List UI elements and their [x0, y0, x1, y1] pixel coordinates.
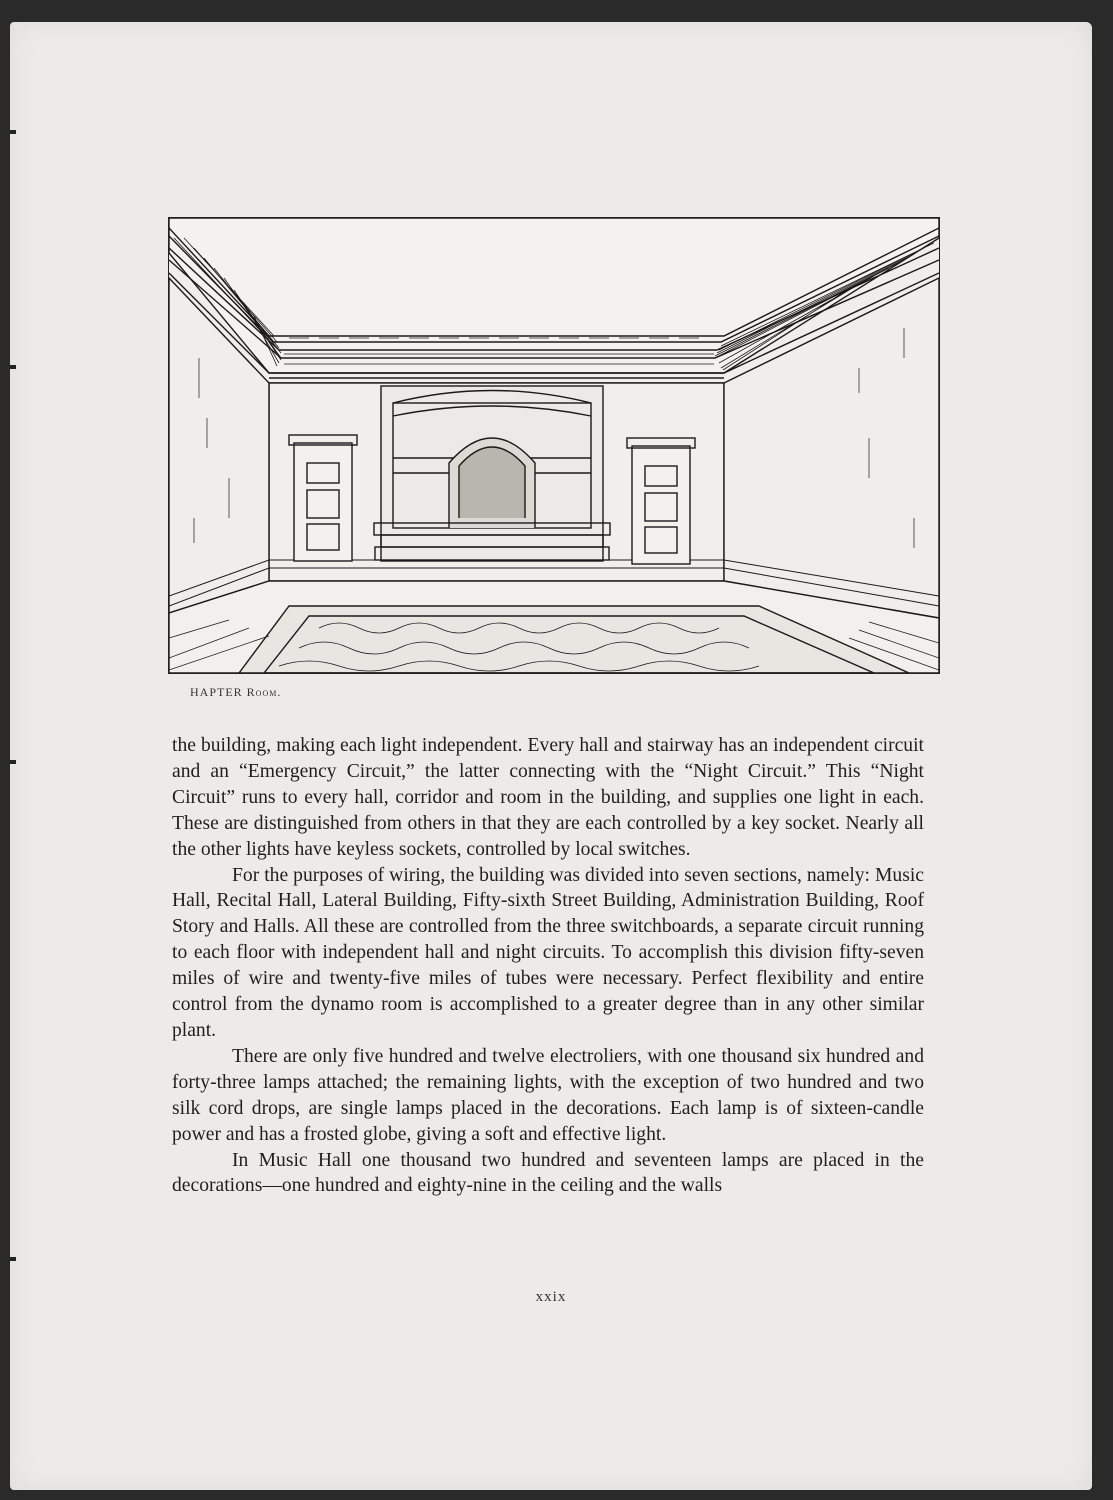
- paragraph: There are only five hundred and twelve electroliers, with one thousand six hundred and forty-three lamps attached; the remaining lights, with the exception of two hundred and two silk cord drops, are single lamps placed in the decorations. Each lamp is of sixteen-candle power and has a frosted globe, giving a soft and effective light.: [172, 1045, 924, 1145]
- page-number: xxix: [535, 1289, 567, 1305]
- binding-hole: [10, 1257, 16, 1261]
- illustration-chapter-room: [168, 217, 940, 674]
- paragraph: For the purposes of wiring, the building was divided into seven sections, namely: Music Hall, Recital Hall, Lateral Building, Fifty-sixth Street Building, Administration Building, Roof Story and Halls. All these are controlled from the three switchboards, a separate circuit running to each floor with independent hall and night circuits. To accomplish this division fifty-seven miles of wire and twenty-five miles of tubes were necessary. Perfect flexibility and entire control from the dynamo room is accomplished to a greater degree than in any other similar plant.: [172, 864, 924, 1041]
- binding-hole: [10, 130, 16, 134]
- paragraph: the building, making each light independent. Every hall and stairway has an independent circuit and an “Emergency Circuit,” the latter connecting with the “Night Circuit.” This “Night Circuit” runs to every hall, corridor and room in the building, and supplies one light in each. These are distinguished from others in that they are each controlled by a key socket. Nearly all the other lights have keyless sockets, controlled by local switches.: [172, 735, 924, 860]
- illustration-caption: HAPTER Room.: [190, 685, 282, 699]
- document-page: [10, 22, 1092, 1490]
- room-engraving: [169, 218, 939, 673]
- paragraph: In Music Hall one thousand two hundred and seventeen lamps are placed in the decorations—one hundred and eighty-nine in the ceiling and the walls: [172, 1149, 924, 1197]
- binding-hole: [10, 365, 16, 369]
- body-text: [172, 733, 924, 1199]
- binding-hole: [10, 760, 16, 764]
